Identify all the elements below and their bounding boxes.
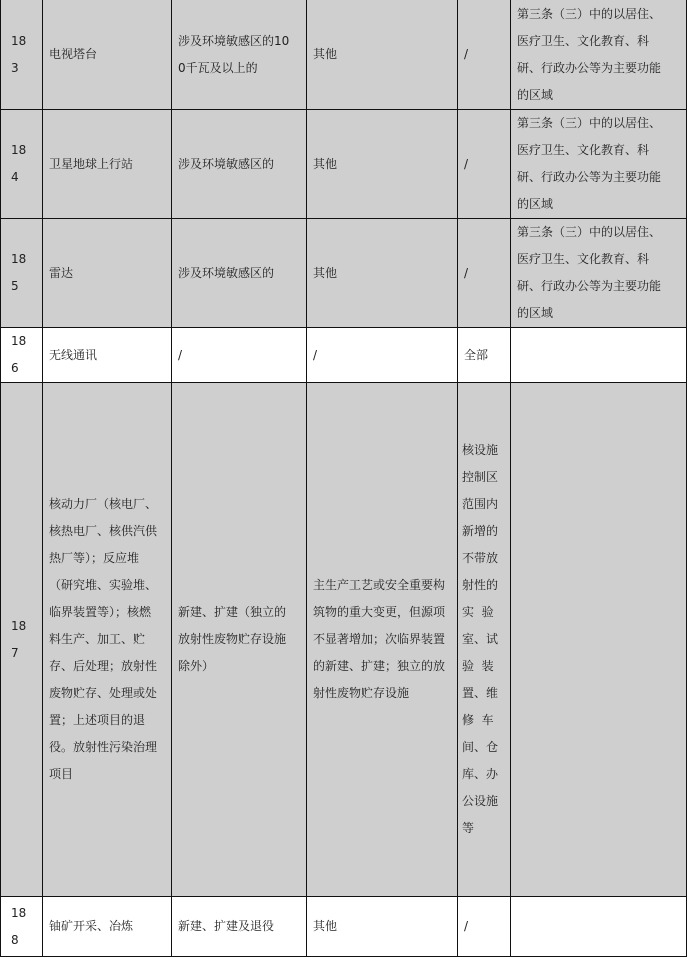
row-number: 18 4: [1, 110, 43, 219]
report-form: 其他: [307, 897, 458, 957]
row-number: 18 8: [1, 897, 43, 957]
project-name: 无线通讯: [43, 328, 172, 383]
row-number: 18 3: [1, 0, 43, 110]
table-row: [1, 110, 687, 219]
table-row: [1, 897, 687, 957]
project-name: 雷达: [43, 219, 172, 328]
registration-table: 核设施 控制区 范围内 新增的 不带放 射性的 实 验 室、试 验 装 置、维 修 车 间、仓 库、办 公设施 等: [458, 383, 511, 897]
project-scope: 涉及环境敏感区的: [172, 219, 307, 328]
registration-table: 全部: [458, 328, 511, 383]
sensitive-area: [511, 897, 687, 957]
table-row: [1, 328, 687, 383]
project-scope: 涉及环境敏感区的10 0千瓦及以上的: [172, 0, 307, 110]
sensitive-area: [511, 383, 687, 897]
table-row: [1, 383, 687, 897]
table-row: [1, 219, 687, 328]
project-scope: /: [172, 328, 307, 383]
project-name: 铀矿开采、冶炼: [43, 897, 172, 957]
registration-table: /: [458, 897, 511, 957]
sensitive-area: [511, 328, 687, 383]
registration-table: /: [458, 219, 511, 328]
report-form: /: [307, 328, 458, 383]
row-number: 18 6: [1, 328, 43, 383]
report-form: 其他: [307, 0, 458, 110]
project-name: 核动力厂（核电厂、 核热电厂、核供汽供 热厂等）；反应堆 （研究堆、实验堆、 临界装置等）；核燃 料生产、加工、贮 存、后处理；放射性 废物贮存、处理或处 置；上述项目的退 役。放射性污染治理 项目: [43, 383, 172, 897]
project-name: 电视塔台: [43, 0, 172, 110]
sensitive-area: 第三条（三）中的以居住、 医疗卫生、文化教育、科 研、行政办公等为主要功能 的区域: [511, 219, 687, 328]
report-form: 其他: [307, 110, 458, 219]
sensitive-area: 第三条（三）中的以居住、 医疗卫生、文化教育、科 研、行政办公等为主要功能 的区域: [511, 110, 687, 219]
row-number: 18 7: [1, 383, 43, 897]
project-name: 卫星地球上行站: [43, 110, 172, 219]
row-number: 18 5: [1, 219, 43, 328]
table-row: [1, 0, 687, 110]
report-form: 其他: [307, 219, 458, 328]
report-form: 主生产工艺或安全重要构 筑物的重大变更，但源项 不显著增加；次临界装置 的新建、扩建；独立的放 射性废物贮存设施: [307, 383, 458, 897]
sensitive-area: 第三条（三）中的以居住、 医疗卫生、文化教育、科 研、行政办公等为主要功能 的区域: [511, 0, 687, 110]
registration-table: /: [458, 0, 511, 110]
registration-table: /: [458, 110, 511, 219]
project-scope: 新建、扩建及退役: [172, 897, 307, 957]
project-scope: 新建、扩建（独立的 放射性废物贮存设施 除外）: [172, 383, 307, 897]
project-scope: 涉及环境敏感区的: [172, 110, 307, 219]
